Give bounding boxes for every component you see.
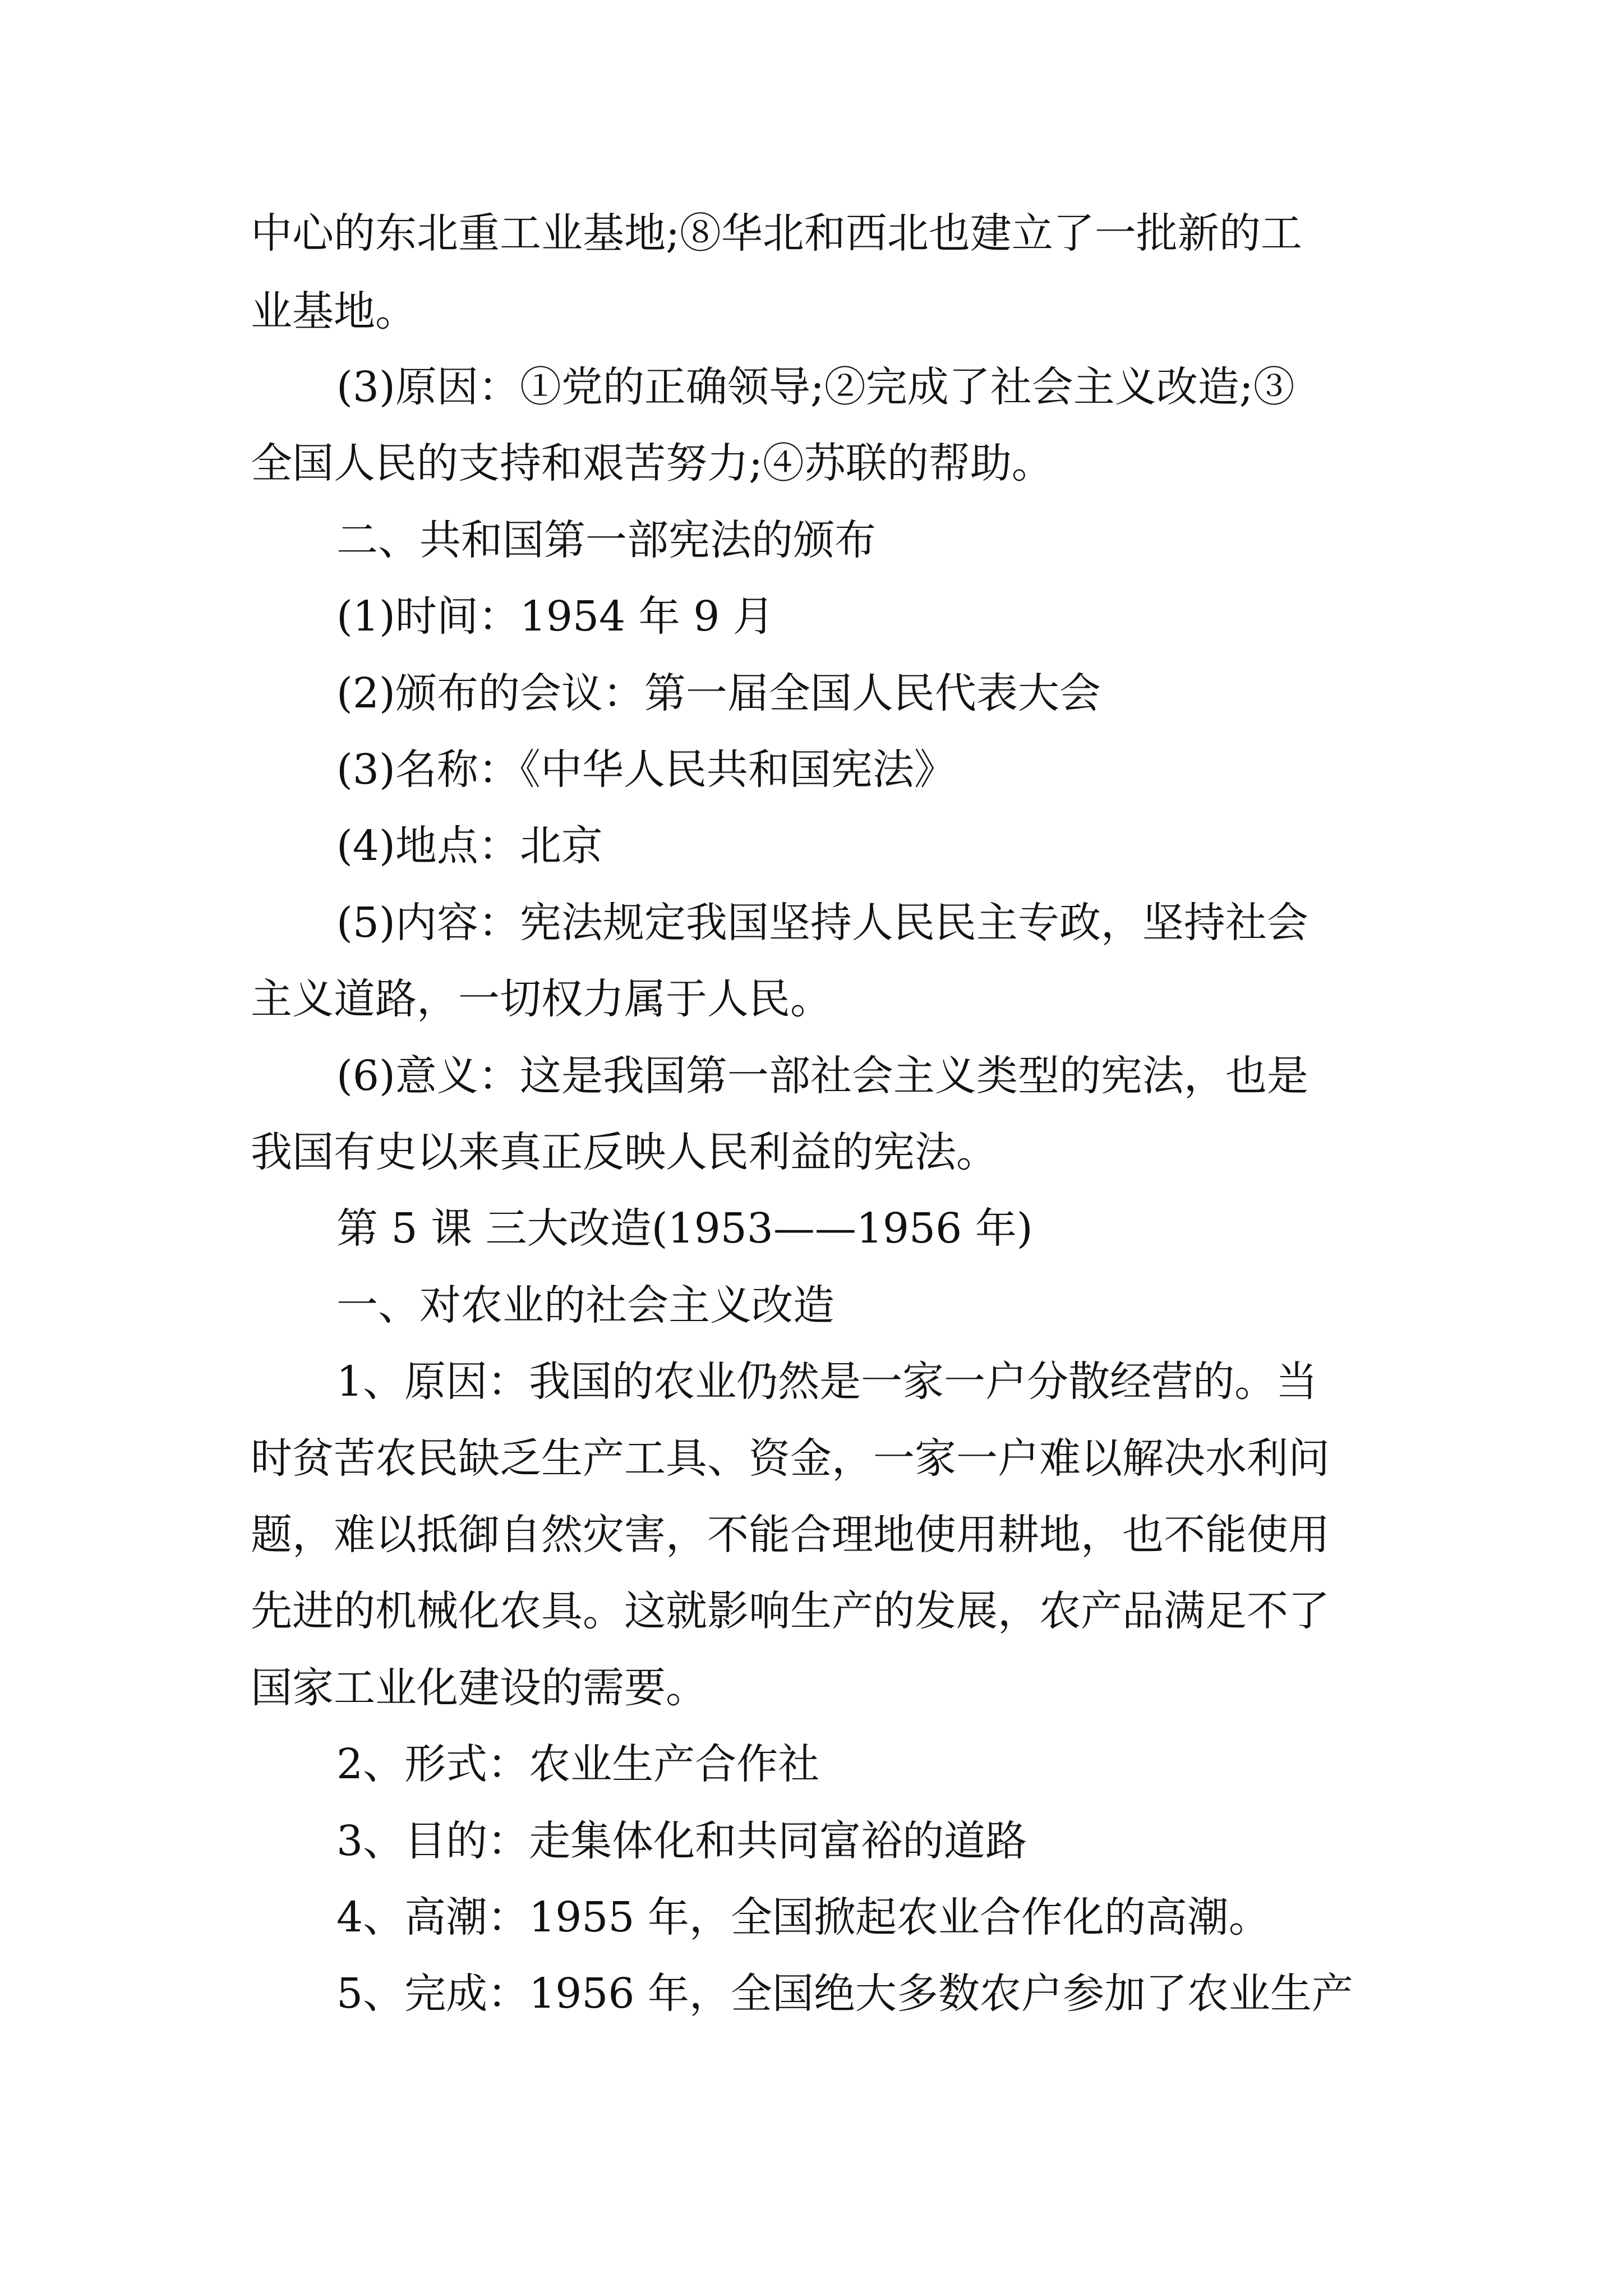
text-line: 1、原因：我国的农业仍然是一家一户分散经营的。当 [336, 1358, 1318, 1406]
text-line: 3、目的：走集体化和共同富裕的道路 [336, 1817, 1027, 1865]
text-line: 全国人民的支持和艰苦努力;④苏联的帮助。 [251, 439, 1053, 487]
text-line: (4)地点：北京 [336, 822, 603, 870]
text-line: 4、高潮：1955 年，全国掀起农业合作化的高潮。 [336, 1893, 1270, 1941]
section-heading: 一、对农业的社会主义改造 [336, 1281, 834, 1329]
text-line: 题，难以抵御自然灾害，不能合理地使用耕地，也不能使用 [251, 1511, 1330, 1559]
text-line: 业基地。 [251, 287, 417, 335]
text-line: (6)意义：这是我国第一部社会主义类型的宪法，也是 [336, 1052, 1308, 1100]
lesson-heading: 第 5 课 三大改造(1953——1956 年) [336, 1204, 1033, 1253]
text-line: (3)名称：《中华人民共和国宪法》 [336, 746, 956, 794]
text-line: (5)内容：宪法规定我国坚持人民民主专政，坚持社会 [336, 899, 1308, 947]
text-line: (1)时间：1954 年 9 月 [336, 592, 774, 641]
text-line: 主义道路，一切权力属于人民。 [251, 975, 832, 1023]
text-line: 2、形式：农业生产合作社 [336, 1740, 820, 1788]
text-line: 中心的东北重工业基地;⑧华北和西北也建立了一批新的工 [251, 209, 1302, 257]
text-line: 先进的机械化农具。这就影响生产的发展，农产品满足不了 [251, 1587, 1330, 1635]
text-line: 时贫苦农民缺乏生产工具、资金，一家一户难以解决水利问 [251, 1434, 1330, 1483]
text-line: 国家工业化建设的需要。 [251, 1664, 707, 1712]
section-heading: 二、共和国第一部宪法的颁布 [336, 516, 876, 564]
text-line: 5、完成：1956 年，全国绝大多数农户参加了农业生产 [336, 1970, 1353, 2018]
text-line: (2)颁布的会议：第一届全国人民代表大会 [336, 669, 1101, 717]
text-line: (3)原因：①党的正确领导;②完成了社会主义改造;③ [336, 363, 1295, 411]
text-line: 我国有史以来真正反映人民利益的宪法。 [251, 1128, 998, 1176]
